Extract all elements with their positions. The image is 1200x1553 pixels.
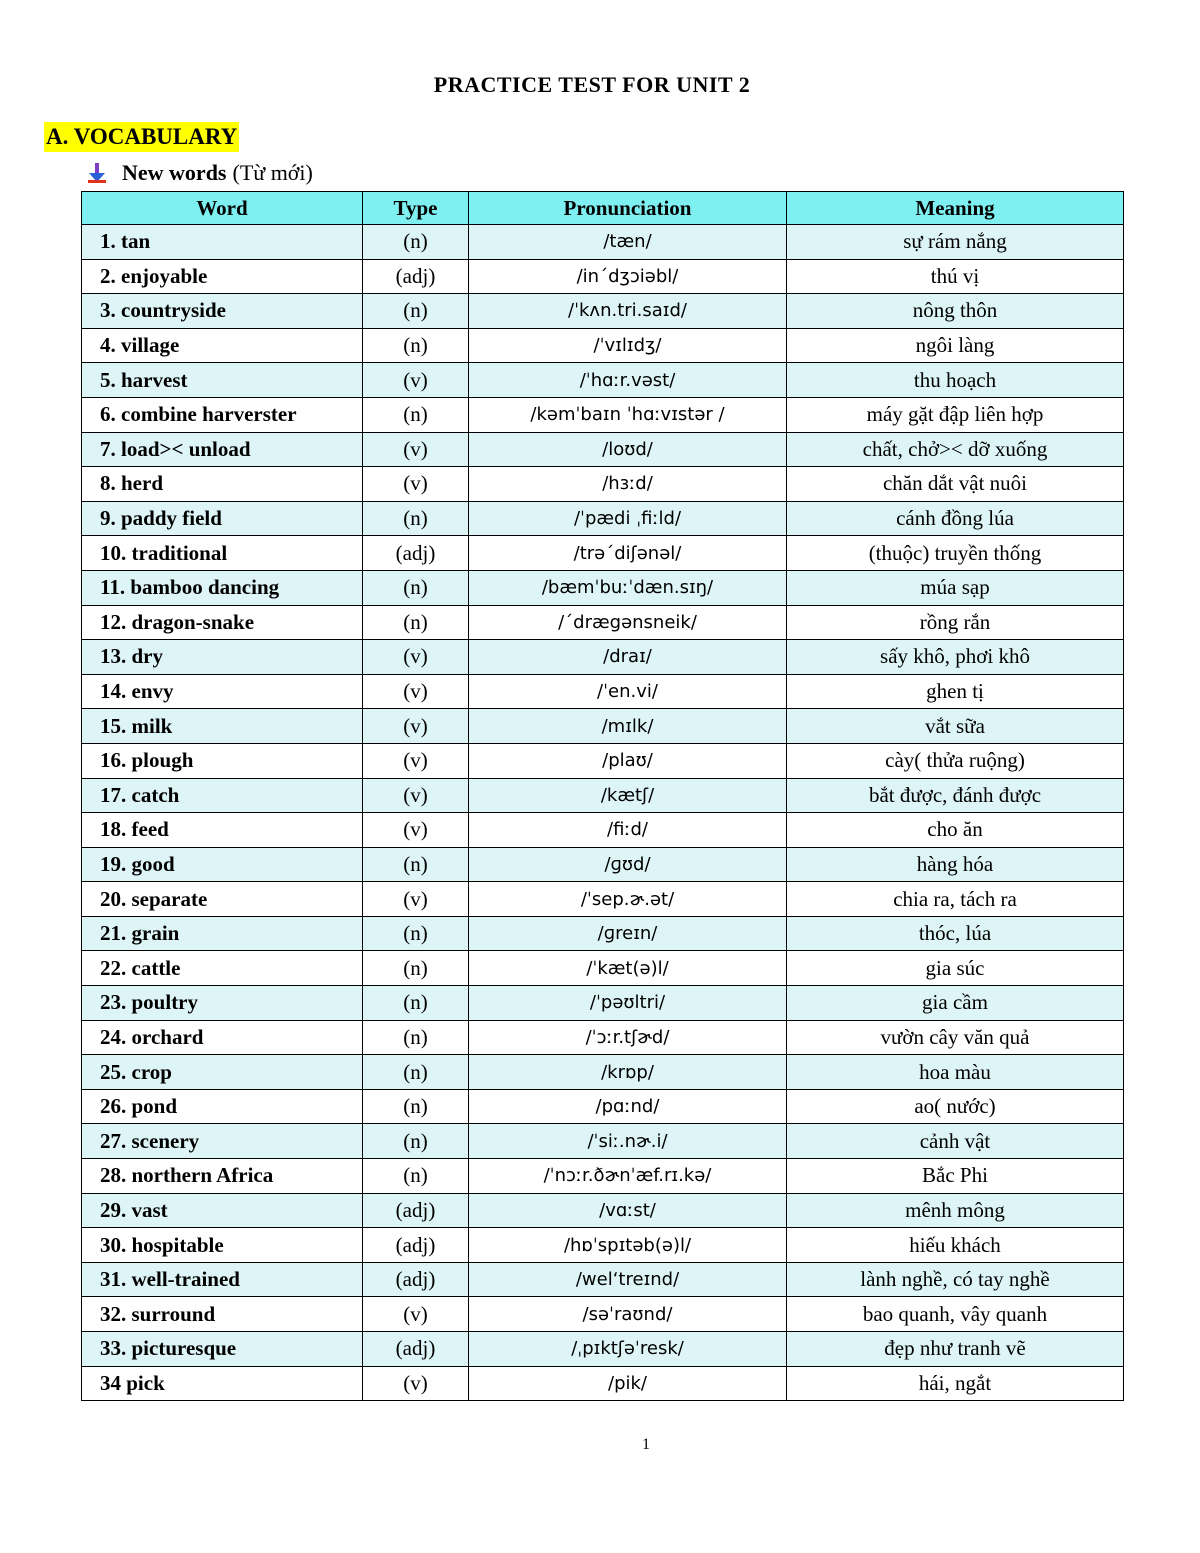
word-cell: 31. well-trained	[82, 1262, 363, 1297]
section-heading: A. VOCABULARY	[44, 122, 239, 152]
table-row	[82, 294, 1124, 329]
type-cell: (v)	[363, 813, 469, 848]
pronunciation-cell: /bæmˈbuːˈdæn.sɪŋ/	[469, 570, 787, 605]
type-cell: (v)	[363, 432, 469, 467]
meaning-cell: gia súc	[787, 951, 1124, 986]
meaning-cell: vắt sữa	[787, 709, 1124, 744]
pronunciation-cell: /kætʃ/	[469, 778, 787, 813]
pronunciation-cell: /ˈhɑːr.vəst/	[469, 363, 787, 398]
word-cell: 18. feed	[82, 813, 363, 848]
table-row	[82, 1366, 1124, 1401]
subheading	[86, 158, 313, 188]
word-cell: 26. pond	[82, 1089, 363, 1124]
type-cell: (adj)	[363, 259, 469, 294]
table-row	[82, 1055, 1124, 1090]
word-cell: 22. cattle	[82, 951, 363, 986]
pronunciation-cell: /wel‘treɪnd/	[469, 1262, 787, 1297]
word-cell: 2. enjoyable	[82, 259, 363, 294]
type-cell: (n)	[363, 1020, 469, 1055]
word-cell: 33. picturesque	[82, 1332, 363, 1367]
pronunciation-cell: /krɒp/	[469, 1055, 787, 1090]
table-row	[82, 1262, 1124, 1297]
table-row	[82, 1124, 1124, 1159]
meaning-cell: chăn dắt vật nuôi	[787, 467, 1124, 502]
table-row	[82, 432, 1124, 467]
table-row	[82, 778, 1124, 813]
type-cell: (n)	[363, 225, 469, 260]
meaning-cell: ao( nước)	[787, 1089, 1124, 1124]
table-row	[82, 536, 1124, 571]
pronunciation-cell: /ˈsiː.nɚ.i/	[469, 1124, 787, 1159]
type-cell: (n)	[363, 1089, 469, 1124]
type-cell: (n)	[363, 847, 469, 882]
table-row	[82, 225, 1124, 260]
pronunciation-cell: /ˈkʌn.tri.saɪd/	[469, 294, 787, 329]
pronunciation-cell: /´drægənsneik/	[469, 605, 787, 640]
pronunciation-cell: /ˌpɪktʃəˈresk/	[469, 1332, 787, 1367]
type-cell: (v)	[363, 640, 469, 675]
pronunciation-cell: /ˈɔːr.tʃɚd/	[469, 1020, 787, 1055]
page-title: PRACTICE TEST FOR UNIT 2	[433, 72, 751, 97]
table-row	[82, 640, 1124, 675]
header-word: Word	[82, 192, 363, 225]
type-cell: (n)	[363, 570, 469, 605]
word-cell: 4. village	[82, 328, 363, 363]
pronunciation-cell: /vɑːst/	[469, 1193, 787, 1228]
word-cell: 21. grain	[82, 916, 363, 951]
table-row	[82, 1228, 1124, 1263]
meaning-cell: hàng hóa	[787, 847, 1124, 882]
pronunciation-cell: /ɡʊd/	[469, 847, 787, 882]
type-cell: (n)	[363, 1159, 469, 1194]
word-cell: 15. milk	[82, 709, 363, 744]
subheading-bold: New words	[122, 160, 227, 185]
table-row	[82, 709, 1124, 744]
word-cell: 24. orchard	[82, 1020, 363, 1055]
pronunciation-cell: /kəmˈbaɪn ˈhɑːvɪstər /	[469, 397, 787, 432]
type-cell: (n)	[363, 605, 469, 640]
word-cell: 30. hospitable	[82, 1228, 363, 1263]
table-row	[82, 467, 1124, 502]
table-row	[82, 951, 1124, 986]
word-cell: 27. scenery	[82, 1124, 363, 1159]
pronunciation-cell: /ˈpəʊltri/	[469, 986, 787, 1021]
word-cell: 9. paddy field	[82, 501, 363, 536]
meaning-cell: ghen tị	[787, 674, 1124, 709]
word-cell: 1. tan	[82, 225, 363, 260]
type-cell: (n)	[363, 986, 469, 1021]
table-row	[82, 605, 1124, 640]
type-cell: (v)	[363, 709, 469, 744]
pronunciation-cell: /ˈnɔːr.ðɚnˈæf.rɪ.kə/	[469, 1159, 787, 1194]
meaning-cell: thu hoạch	[787, 363, 1124, 398]
word-cell: 28. northern Africa	[82, 1159, 363, 1194]
meaning-cell: vườn cây văn quả	[787, 1020, 1124, 1055]
meaning-cell: mênh mông	[787, 1193, 1124, 1228]
vocabulary-table	[81, 191, 1124, 1401]
type-cell: (v)	[363, 363, 469, 398]
type-cell: (n)	[363, 1124, 469, 1159]
meaning-cell: hiếu khách	[787, 1228, 1124, 1263]
pronunciation-cell: /ˈkæt(ə)l/	[469, 951, 787, 986]
meaning-cell: hái, ngắt	[787, 1366, 1124, 1401]
type-cell: (v)	[363, 467, 469, 502]
type-cell: (v)	[363, 1366, 469, 1401]
type-cell: (v)	[363, 674, 469, 709]
meaning-cell: múa sạp	[787, 570, 1124, 605]
pronunciation-cell: /səˈraʊnd/	[469, 1297, 787, 1332]
type-cell: (adj)	[363, 1332, 469, 1367]
pronunciation-cell: /ɡreɪn/	[469, 916, 787, 951]
table-row	[82, 743, 1124, 778]
pronunciation-cell: /ˈsep.ɚ.ət/	[469, 882, 787, 917]
meaning-cell: rồng rắn	[787, 605, 1124, 640]
type-cell: (v)	[363, 743, 469, 778]
pronunciation-cell: /draɪ/	[469, 640, 787, 675]
meaning-cell: cày( thửa ruộng)	[787, 743, 1124, 778]
pronunciation-cell: /fiːd/	[469, 813, 787, 848]
table-row	[82, 363, 1124, 398]
meaning-cell: cho ăn	[787, 813, 1124, 848]
meaning-cell: sự rám nắng	[787, 225, 1124, 260]
type-cell: (n)	[363, 328, 469, 363]
type-cell: (adj)	[363, 1228, 469, 1263]
table-row	[82, 259, 1124, 294]
table-row	[82, 882, 1124, 917]
pronunciation-cell: /loʊd/	[469, 432, 787, 467]
header-type: Type	[363, 192, 469, 225]
word-cell: 14. envy	[82, 674, 363, 709]
meaning-cell: máy gặt đập liên hợp	[787, 397, 1124, 432]
page-number: 1	[642, 1436, 650, 1453]
meaning-cell: Bắc Phi	[787, 1159, 1124, 1194]
meaning-cell: chất, chở>< dỡ xuống	[787, 432, 1124, 467]
pronunciation-cell: /ˈvɪlɪdʒ/	[469, 328, 787, 363]
table-row	[82, 1020, 1124, 1055]
meaning-cell: cánh đồng lúa	[787, 501, 1124, 536]
meaning-cell: đẹp như tranh vẽ	[787, 1332, 1124, 1367]
meaning-cell: (thuộc) truyền thống	[787, 536, 1124, 571]
meaning-cell: thóc, lúa	[787, 916, 1124, 951]
table-row	[82, 1193, 1124, 1228]
word-cell: 12. dragon-snake	[82, 605, 363, 640]
table-row	[82, 986, 1124, 1021]
word-cell: 20. separate	[82, 882, 363, 917]
type-cell: (v)	[363, 778, 469, 813]
header-pronunciation: Pronunciation	[469, 192, 787, 225]
meaning-cell: chia ra, tách ra	[787, 882, 1124, 917]
table-row	[82, 570, 1124, 605]
table-row	[82, 397, 1124, 432]
word-cell: 3. countryside	[82, 294, 363, 329]
pronunciation-cell: /plaʊ/	[469, 743, 787, 778]
word-cell: 13. dry	[82, 640, 363, 675]
pronunciation-cell: /hɒˈspɪtəb(ə)l/	[469, 1228, 787, 1263]
header-meaning: Meaning	[787, 192, 1124, 225]
subheading-note: (Từ mới)	[232, 160, 313, 185]
meaning-cell: hoa màu	[787, 1055, 1124, 1090]
pronunciation-cell: /mɪlk/	[469, 709, 787, 744]
table-row	[82, 328, 1124, 363]
table-row	[82, 674, 1124, 709]
table-row	[82, 501, 1124, 536]
type-cell: (n)	[363, 294, 469, 329]
meaning-cell: thú vị	[787, 259, 1124, 294]
word-cell: 23. poultry	[82, 986, 363, 1021]
pronunciation-cell: /trə´diʃənəl/	[469, 536, 787, 571]
type-cell: (v)	[363, 1297, 469, 1332]
pronunciation-cell: /tæn/	[469, 225, 787, 260]
meaning-cell: gia cầm	[787, 986, 1124, 1021]
word-cell: 25. crop	[82, 1055, 363, 1090]
type-cell: (n)	[363, 501, 469, 536]
word-cell: 7. load>< unload	[82, 432, 363, 467]
type-cell: (n)	[363, 916, 469, 951]
table-row	[82, 1089, 1124, 1124]
word-cell: 10. traditional	[82, 536, 363, 571]
type-cell: (adj)	[363, 1262, 469, 1297]
word-cell: 5. harvest	[82, 363, 363, 398]
meaning-cell: cảnh vật	[787, 1124, 1124, 1159]
type-cell: (n)	[363, 397, 469, 432]
pronunciation-cell: /pik/	[469, 1366, 787, 1401]
word-cell: 17. catch	[82, 778, 363, 813]
pronunciation-cell: /in´dʒɔiəbl/	[469, 259, 787, 294]
type-cell: (n)	[363, 1055, 469, 1090]
table-row	[82, 1297, 1124, 1332]
word-cell: 19. good	[82, 847, 363, 882]
table-row	[82, 1332, 1124, 1367]
pronunciation-cell: /hɜːd/	[469, 467, 787, 502]
word-cell: 6. combine harverster	[82, 397, 363, 432]
table-row	[82, 813, 1124, 848]
meaning-cell: bắt được, đánh được	[787, 778, 1124, 813]
table-row	[82, 1159, 1124, 1194]
pronunciation-cell: /ˈpædi ˌfiːld/	[469, 501, 787, 536]
table-row	[82, 916, 1124, 951]
meaning-cell: bao quanh, vây quanh	[787, 1297, 1124, 1332]
type-cell: (adj)	[363, 536, 469, 571]
type-cell: (n)	[363, 951, 469, 986]
type-cell: (adj)	[363, 1193, 469, 1228]
table-header-row	[82, 192, 1124, 225]
meaning-cell: nông thôn	[787, 294, 1124, 329]
table-row	[82, 847, 1124, 882]
meaning-cell: ngôi làng	[787, 328, 1124, 363]
type-cell: (v)	[363, 882, 469, 917]
word-cell: 34 pick	[82, 1366, 363, 1401]
meaning-cell: lành nghề, có tay nghề	[787, 1262, 1124, 1297]
pronunciation-cell: /ˈen.vi/	[469, 674, 787, 709]
word-cell: 8. herd	[82, 467, 363, 502]
table-body	[82, 225, 1124, 1401]
arrow-down-icon	[86, 162, 108, 184]
word-cell: 11. bamboo dancing	[82, 570, 363, 605]
word-cell: 32. surround	[82, 1297, 363, 1332]
word-cell: 29. vast	[82, 1193, 363, 1228]
meaning-cell: sấy khô, phơi khô	[787, 640, 1124, 675]
word-cell: 16. plough	[82, 743, 363, 778]
pronunciation-cell: /pɑːnd/	[469, 1089, 787, 1124]
